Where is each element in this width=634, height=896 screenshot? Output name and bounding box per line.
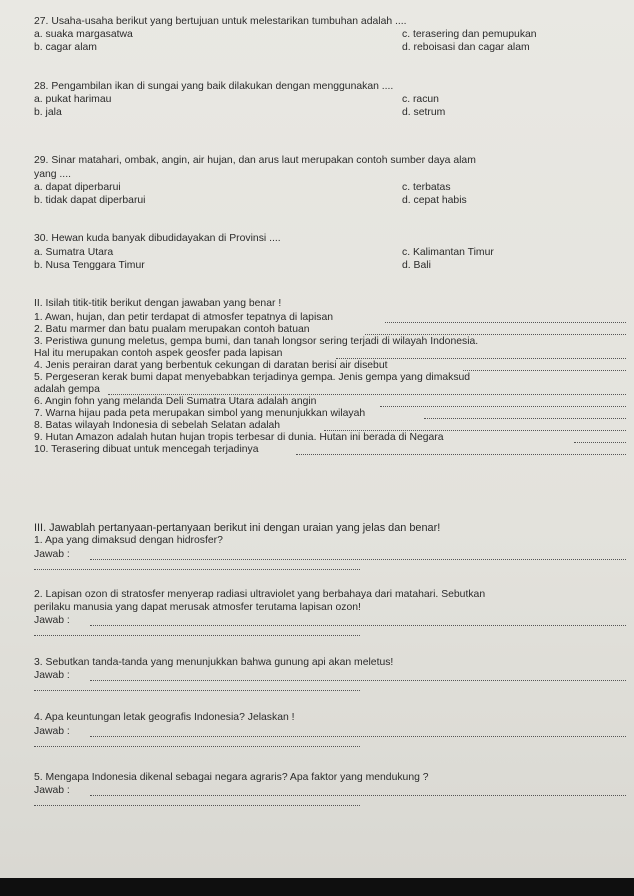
jawab-label: Jawab : bbox=[34, 785, 70, 796]
section-2-item-9 bbox=[34, 432, 626, 444]
q27-option-c: c. terasering dan pemupukan bbox=[402, 29, 537, 40]
answer-blank[interactable] bbox=[385, 322, 626, 323]
item-9-text: 9. Hutan Amazon adalah hutan hujan tropis terbesar di dunia. Hutan ini berada di Negara bbox=[34, 432, 444, 443]
q29-option-c: c. terbatas bbox=[402, 182, 451, 193]
section-3-header: III. Jawablah pertanyaan-pertanyaan berikut ini dengan uraian yang jelas dan benar! bbox=[34, 522, 441, 534]
answer-line[interactable] bbox=[90, 736, 626, 737]
question-30 bbox=[34, 233, 626, 272]
essay-2-answer-extra[interactable] bbox=[34, 628, 626, 638]
answer-line[interactable] bbox=[90, 625, 626, 626]
q30-option-b: b. Nusa Tenggara Timur bbox=[34, 260, 145, 271]
section-2-item-2 bbox=[34, 324, 626, 336]
section-2-item-5 bbox=[34, 372, 626, 384]
q30-option-d: d. Bali bbox=[402, 260, 431, 271]
essay-question-1: 1. Apa yang dimaksud dengan hidrosfer? bbox=[34, 535, 223, 546]
section-2 bbox=[34, 298, 626, 456]
item-8-text: 8. Batas wilayah Indonesia di sebelah Selatan adalah bbox=[34, 420, 281, 431]
answer-blank[interactable] bbox=[336, 358, 626, 359]
essay-1-answer[interactable] bbox=[34, 549, 626, 562]
essay-1-answer-extra[interactable] bbox=[34, 562, 626, 572]
jawab-label: Jawab : bbox=[34, 615, 70, 626]
question-29 bbox=[34, 155, 626, 207]
item-1-text: 1. Awan, hujan, dan petir terdapat di atmosfer tepatnya di lapisan bbox=[34, 312, 334, 323]
item-3-text-cont: Hal itu merupakan contoh aspek geosfer pada lapisan bbox=[34, 348, 283, 359]
section-2-item-7 bbox=[34, 408, 626, 420]
essay-5-answer-extra[interactable] bbox=[34, 798, 626, 808]
question-28-stem: 28. Pengambilan ikan di sungai yang baik dilakukan dengan menggunakan .... bbox=[34, 81, 394, 92]
essay-question-4: 4. Apa keuntungan letak geografis Indonesia? Jelaskan ! bbox=[34, 712, 295, 723]
section-2-item-8 bbox=[34, 420, 626, 432]
essay-4-answer[interactable] bbox=[34, 726, 626, 739]
item-6-text: 6. Angin fohn yang melanda Deli Sumatra Utara adalah angin bbox=[34, 396, 317, 407]
section-2-item-6 bbox=[34, 396, 626, 408]
answer-line[interactable] bbox=[90, 559, 626, 560]
answer-blank[interactable] bbox=[463, 370, 626, 371]
jawab-label: Jawab : bbox=[34, 670, 70, 681]
section-2-item-1 bbox=[34, 312, 626, 324]
question-28 bbox=[34, 81, 626, 119]
q29-option-a: a. dapat diperbarui bbox=[34, 182, 121, 193]
q27-option-a: a. suaka margasatwa bbox=[34, 29, 133, 40]
answer-blank[interactable] bbox=[296, 454, 626, 455]
item-5-text-cont: adalah gempa bbox=[34, 384, 100, 395]
question-29-stem: 29. Sinar matahari, ombak, angin, air hujan, dan arus laut merupakan contoh sumber daya alam bbox=[34, 155, 476, 166]
q28-option-d: d. setrum bbox=[402, 107, 446, 118]
item-7-text: 7. Warna hijau pada peta merupakan simbol yang menunjukkan wilayah bbox=[34, 408, 366, 419]
section-2-item-10 bbox=[34, 444, 626, 456]
essay-3-answer[interactable] bbox=[34, 670, 626, 683]
essay-question-2: 2. Lapisan ozon di stratosfer menyerap radiasi ultraviolet yang berbahaya dari matahari. Sebutkan bbox=[34, 589, 486, 600]
question-30-stem: 30. Hewan kuda banyak dibudidayakan di Provinsi .... bbox=[34, 233, 281, 244]
q27-option-d: d. reboisasi dan cagar alam bbox=[402, 42, 530, 53]
section-2-item-3-cont bbox=[34, 348, 626, 360]
section-2-item-3 bbox=[34, 336, 626, 348]
answer-line[interactable] bbox=[90, 795, 626, 796]
q29-option-b: b. tidak dapat diperbarui bbox=[34, 195, 146, 206]
photo-bottom-edge bbox=[0, 878, 634, 896]
q28-option-c: c. racun bbox=[402, 94, 439, 105]
essay-3-answer-extra[interactable] bbox=[34, 683, 626, 693]
q27-option-b: b. cagar alam bbox=[34, 42, 97, 53]
question-27-stem: 27. Usaha-usaha berikut yang bertujuan untuk melestarikan tumbuhan adalah .... bbox=[34, 16, 407, 27]
item-5-text: 5. Pergeseran kerak bumi dapat menyebabkan terjadinya gempa. Jenis gempa yang dimaksud bbox=[34, 372, 471, 383]
answer-line[interactable] bbox=[90, 680, 626, 681]
jawab-label: Jawab : bbox=[34, 726, 70, 737]
section-2-item-4 bbox=[34, 360, 626, 372]
q30-option-a: a. Sumatra Utara bbox=[34, 247, 114, 258]
essay-5-answer[interactable] bbox=[34, 785, 626, 798]
answer-blank[interactable] bbox=[574, 442, 626, 443]
answer-blank[interactable] bbox=[424, 418, 626, 419]
item-4-text: 4. Jenis perairan darat yang berbentuk cekungan di daratan berisi air disebut bbox=[34, 360, 388, 371]
item-3-text: 3. Peristiwa gunung meletus, gempa bumi, dan tanah longsor sering terjadi di wilayah Indonesia. bbox=[34, 336, 479, 347]
question-29-stem-cont: yang .... bbox=[34, 169, 71, 180]
essay-question-2-cont: perilaku manusia yang dapat merusak atmosfer terutama lapisan ozon! bbox=[34, 602, 361, 613]
essay-4-answer-extra[interactable] bbox=[34, 739, 626, 749]
section-2-header: II. Isilah titik-titik berikut dengan jawaban yang benar ! bbox=[34, 298, 282, 309]
q28-option-a: a. pukat harimau bbox=[34, 94, 112, 105]
item-10-text: 10. Terasering dibuat untuk mencegah terjadinya bbox=[34, 444, 259, 455]
section-3 bbox=[34, 522, 626, 808]
section-2-item-5-cont bbox=[34, 384, 626, 396]
q28-option-b: b. jala bbox=[34, 107, 62, 118]
question-27 bbox=[34, 16, 626, 54]
q30-option-c: c. Kalimantan Timur bbox=[402, 247, 494, 258]
essay-question-5: 5. Mengapa Indonesia dikenal sebagai negara agraris? Apa faktor yang mendukung ? bbox=[34, 772, 429, 783]
jawab-label: Jawab : bbox=[34, 549, 70, 560]
answer-blank[interactable] bbox=[380, 406, 626, 407]
item-2-text: 2. Batu marmer dan batu pualam merupakan contoh batuan bbox=[34, 324, 310, 335]
answer-blank[interactable] bbox=[108, 394, 626, 395]
answer-blank[interactable] bbox=[365, 334, 626, 335]
answer-blank[interactable] bbox=[324, 430, 626, 431]
q29-option-d: d. cepat habis bbox=[402, 195, 467, 206]
essay-2-answer[interactable] bbox=[34, 615, 626, 628]
essay-question-3: 3. Sebutkan tanda-tanda yang menunjukkan bahwa gunung api akan meletus! bbox=[34, 657, 394, 668]
